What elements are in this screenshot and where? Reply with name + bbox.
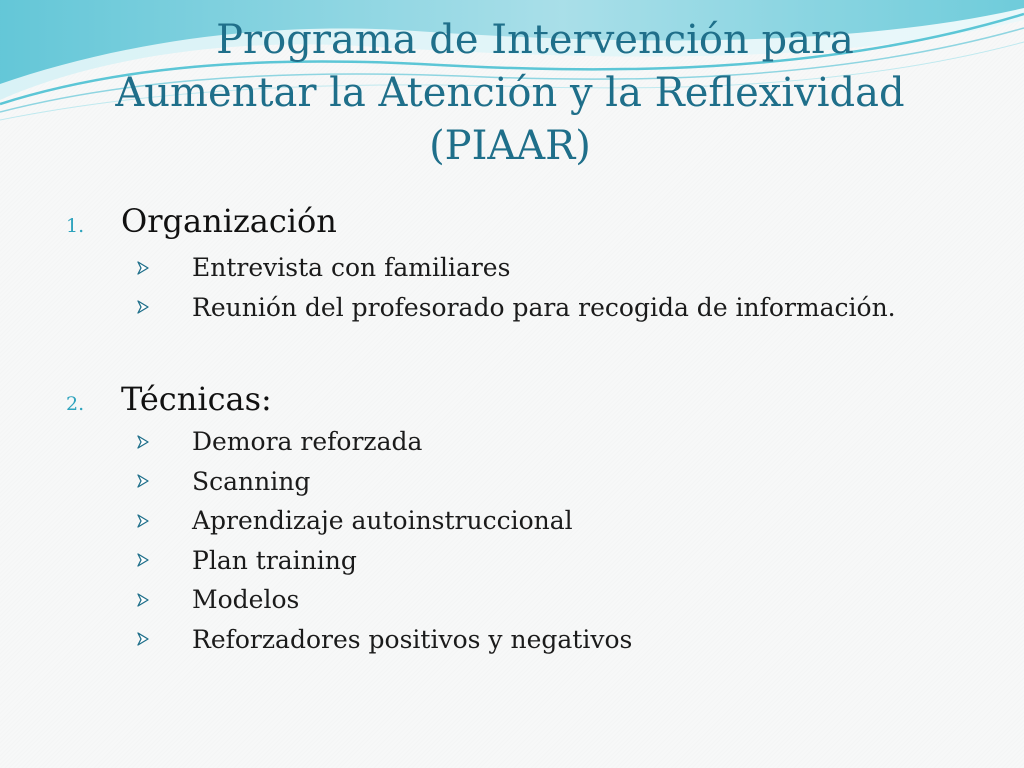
section-tecnicas — [66, 380, 632, 659]
list-item-text: Reforzadores positivos y negativos — [192, 624, 633, 654]
arrow-bullet-icon — [136, 435, 150, 449]
section-label: Técnicas: — [121, 380, 272, 418]
list-item — [66, 541, 632, 581]
list-item-text: Reunión del profesorado para recogida de información. — [192, 292, 896, 322]
arrow-bullet-icon — [136, 593, 150, 607]
arrow-bullet-icon — [136, 261, 150, 275]
section-label: Organización — [121, 202, 337, 240]
list-item — [66, 580, 632, 620]
bullet-list — [66, 422, 632, 659]
section-heading — [66, 380, 632, 420]
list-item — [66, 422, 632, 462]
slide-title-line-2: Aumentar la Atención y la Reflexividad — [115, 70, 905, 116]
list-item-text: Modelos — [192, 585, 300, 615]
section-number: 1. — [66, 215, 85, 237]
slide-title-line-1: Programa de Intervención para — [216, 17, 854, 63]
section-heading — [66, 202, 896, 242]
list-item — [66, 248, 896, 288]
list-item — [66, 620, 632, 660]
slide-title-line-3: (PIAAR) — [429, 123, 591, 169]
list-item — [66, 501, 632, 541]
list-item-text: Scanning — [192, 466, 311, 496]
arrow-bullet-icon — [136, 514, 150, 528]
list-item-text: Aprendizaje autoinstruccional — [192, 506, 573, 536]
list-item-text: Demora reforzada — [192, 427, 423, 457]
arrow-bullet-icon — [136, 553, 150, 567]
list-item — [66, 288, 896, 328]
section-organizacion — [66, 202, 896, 327]
section-number: 2. — [66, 393, 85, 415]
bullet-list — [66, 248, 896, 327]
list-item-text: Entrevista con familiares — [192, 253, 511, 283]
arrow-bullet-icon — [136, 300, 150, 314]
arrow-bullet-icon — [136, 632, 150, 646]
arrow-bullet-icon — [136, 474, 150, 488]
list-item-text: Plan training — [192, 545, 357, 575]
list-item — [66, 462, 632, 502]
